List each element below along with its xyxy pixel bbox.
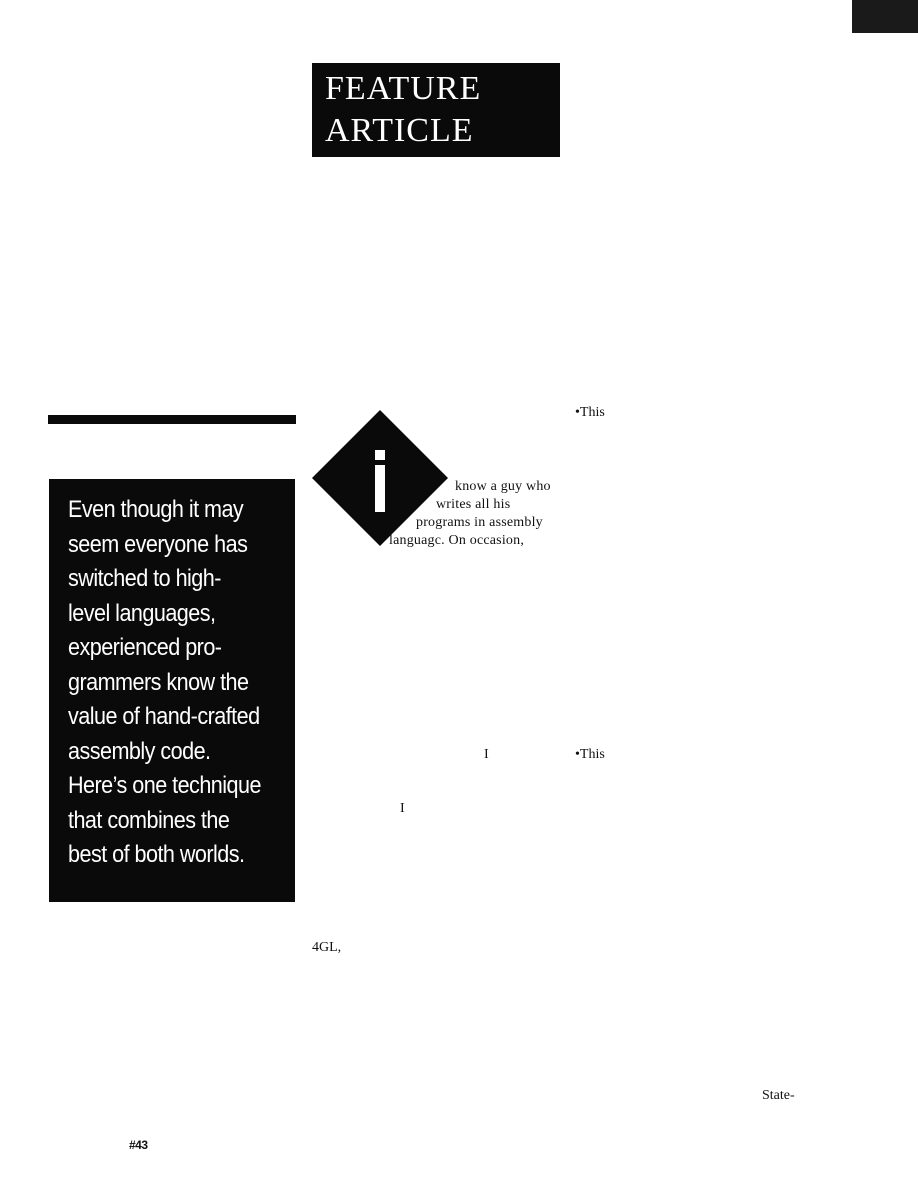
text-fragment: •This (575, 405, 605, 420)
deck-line: switched to high- (68, 565, 221, 592)
deck-line: experienced pro- (68, 634, 222, 661)
body-line: writes all his (436, 497, 511, 512)
deck-line: that combines the (68, 806, 230, 834)
body-line: languagc. On occasion, (389, 533, 525, 548)
page-number: #43 (129, 1138, 148, 1152)
deck-line: Here’s one technique (68, 772, 261, 799)
text-fragment: I (400, 801, 405, 816)
text-fragment: 4GL, (312, 940, 342, 955)
article-deck (49, 479, 295, 902)
deck-line: seem everyone has (68, 530, 248, 558)
text-fragment: I (484, 747, 489, 762)
body-line: know a guy who (455, 479, 551, 494)
banner-line-2: ARTICLE (325, 112, 474, 149)
deck-line: Even though it may (68, 496, 244, 523)
feature-article-banner (312, 63, 560, 157)
banner-line-1: FEATURE (325, 70, 482, 107)
text-fragment: State- (762, 1088, 795, 1103)
section-rule (48, 415, 296, 424)
text-fragment: •This (575, 747, 605, 762)
deck-text (68, 493, 268, 873)
body-line: programs in assembly (416, 515, 543, 530)
deck-line: grammers know the (68, 668, 249, 696)
deck-line: level languages, (68, 599, 216, 627)
deck-line: value of hand-crafted (68, 703, 260, 730)
deck-line: assembly code. (68, 737, 211, 765)
scan-corner-mark (852, 0, 918, 33)
deck-line: best of both worlds. (68, 841, 245, 868)
